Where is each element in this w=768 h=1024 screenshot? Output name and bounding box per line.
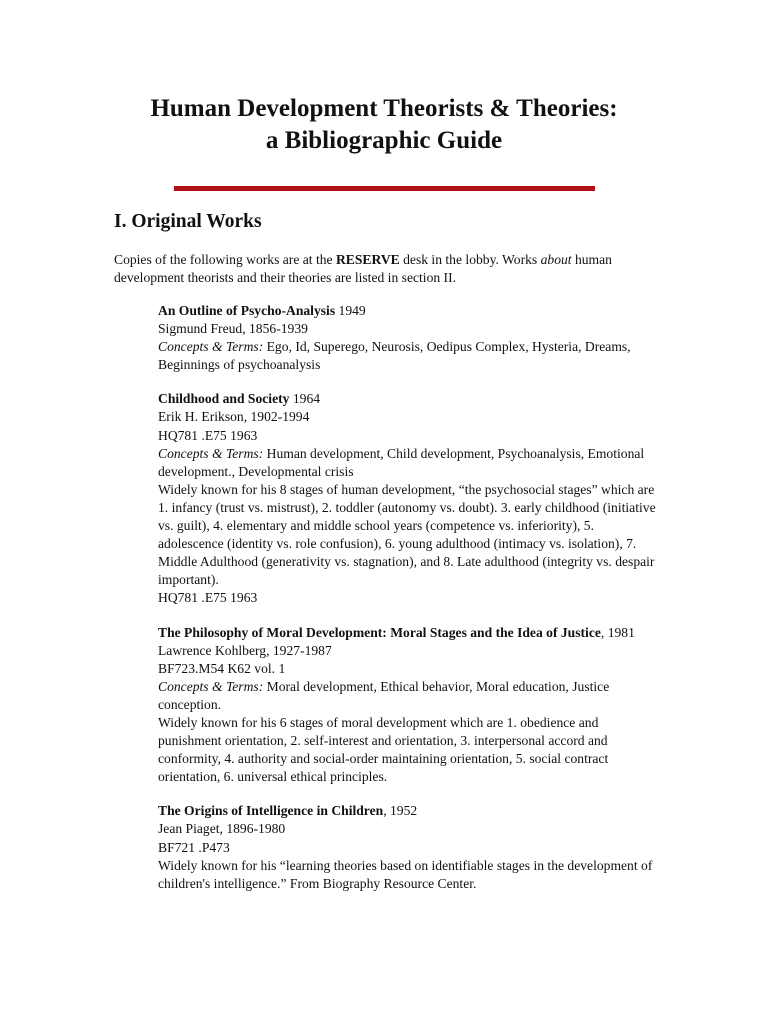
concepts-text: Ego, Id, Superego, Neurosis, Oedipus Complex, Hysteria, Dreams, Beginnings of psychoanalysis [158, 339, 631, 373]
entry-call-number: BF721 .P473 [158, 839, 230, 855]
entry-author: Lawrence Kohlberg, 1927-1987 [158, 642, 332, 658]
entry-concepts [158, 678, 658, 714]
document-title-line-2: a Bibliographic Guide [265, 127, 503, 154]
entry-call-number: HQ781 .E75 1963 [158, 427, 258, 443]
bibliography-entry [158, 302, 658, 374]
intro-text-3: human development theorists and their theories are listed in section II. [114, 252, 612, 285]
entry-description: Widely known for his 6 stages of moral development which are 1. obedience and punishment orientation, 2. self-interest and orientation, 3. interpersonal accord and conformity, 4. authority and social-order maintaining orientation, 5. social contract orientation, 6. universal ethical principles. [158, 714, 609, 785]
bibliography-entry [158, 390, 658, 607]
entry-call-number: BF723.M54 K62 vol. 1 [158, 660, 286, 676]
concepts-text: Moral development, Ethical behavior, Moral education, Justice conception. [158, 678, 610, 712]
entry-title-line [158, 624, 658, 642]
entry-year: 1949 [335, 303, 366, 318]
entry-call-number-repeat: HQ781 .E75 1963 [158, 590, 258, 606]
entry-title: The Philosophy of Moral Development: Moral Stages and the Idea of Justice [158, 624, 601, 640]
intro-about-emphasis: about [540, 252, 572, 267]
entry-year: , 1952 [383, 803, 418, 819]
bibliography-entry [158, 802, 658, 892]
bibliography-entries [158, 302, 658, 909]
entry-title-line [158, 802, 658, 820]
bibliography-entry [158, 624, 658, 787]
entry-title-line [158, 390, 658, 408]
concepts-label: Concepts & Terms: [158, 339, 264, 355]
intro-text-2: desk in the lobby. Works [399, 252, 541, 267]
entry-author: Sigmund Freud, 1856-1939 [158, 321, 308, 337]
concepts-label: Concepts & Terms: [158, 445, 264, 461]
intro-text-1: Copies of the following works are at the [114, 252, 336, 267]
section-intro-paragraph [114, 251, 659, 287]
concepts-text: Human development, Child development, Psychoanalysis, Emotional development., Developmental crisis [158, 445, 645, 479]
entry-description: Widely known for his “learning theories based on identifiable stages in the development of children's intelligence.” From Biography Resource Center. [158, 857, 653, 891]
entry-concepts [158, 445, 658, 481]
entry-year: 1964 [289, 391, 321, 407]
entry-author: Erik H. Erikson, 1902-1994 [158, 409, 310, 425]
entry-year: , 1981 [600, 624, 635, 640]
title-divider-rule [174, 186, 595, 191]
entry-title: An Outline of Psycho-Analysis [158, 303, 336, 318]
intro-reserve-emphasis: RESERVE [335, 252, 400, 267]
entry-title-line [158, 302, 658, 320]
entry-concepts [158, 338, 658, 374]
entry-author: Jean Piaget, 1896-1980 [158, 821, 286, 837]
section-heading: I. Original Works [114, 211, 262, 232]
document-title-line-1: Human Development Theorists & Theories: [150, 95, 618, 122]
entry-title: Childhood and Society [158, 391, 290, 407]
concepts-label: Concepts & Terms: [158, 678, 264, 694]
entry-description: Widely known for his 8 stages of human development, “the psychosocial stages” which are 1. infancy (trust vs. mistrust), 2. toddler (autonomy vs. doubt). 3. early childhood (initiative vs. guilt), 4. elementary and middle school years (competence vs. inferiority), 5. adolescence (identity vs. role confusion), 6. young adulthood (intimacy vs. isolation), 7. Middle Adulthood (generativity vs. stagnation), and 8. Late adulthood (integrity vs. despair important). [158, 481, 656, 588]
entry-title: The Origins of Intelligence in Children [158, 803, 384, 819]
